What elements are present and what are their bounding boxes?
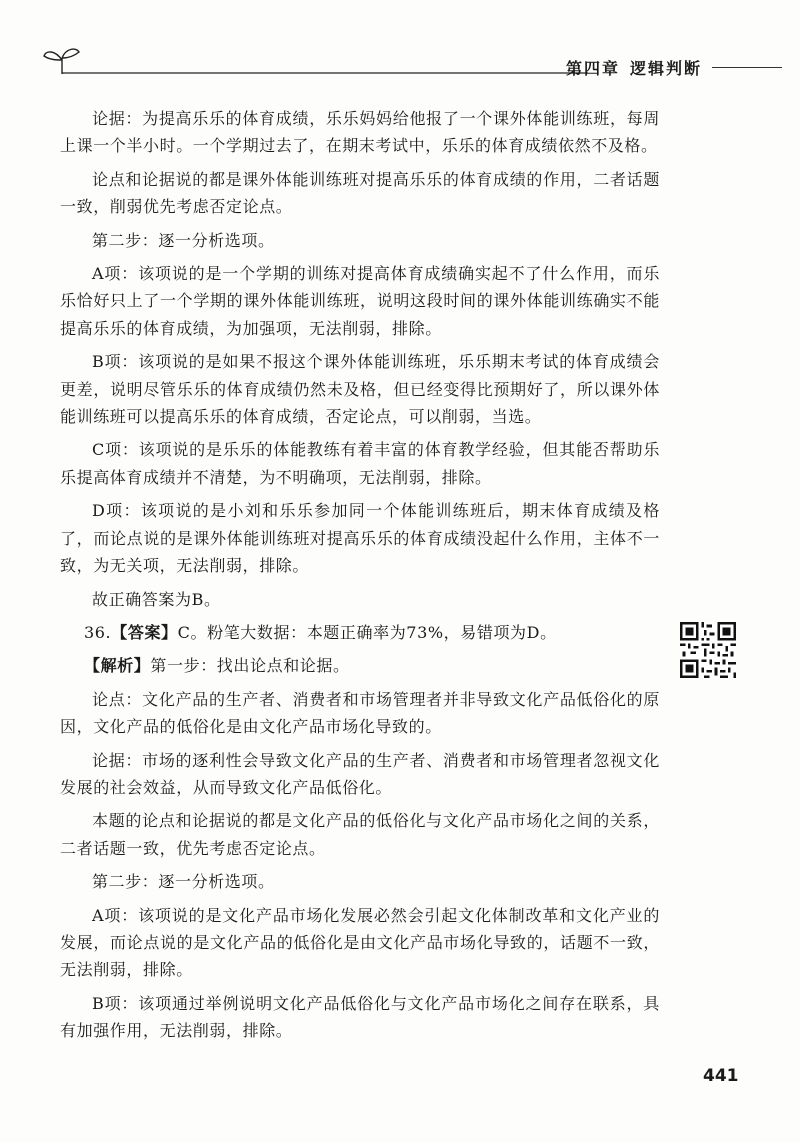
paragraph: 论据：市场的逐利性会导致文化产品的生产者、消费者和市场管理者忽视文化发展的社会效益，从而导致文化产品低俗化。 — [60, 750, 660, 797]
section-label: 逻辑判断 — [629, 59, 702, 78]
page-header — [0, 0, 800, 100]
qr-code-icon — [680, 622, 736, 678]
analysis-tag: 【解析】 — [84, 656, 151, 676]
paragraph: 论点和论据说的都是课外体能训练班对提高乐乐的体育成绩的作用，二者话题一致，削弱优先考虑否定论点。 — [60, 169, 660, 217]
paragraph: 本题的论点和论据说的都是文化产品的低俗化与文化产品市场化之间的关系，二者话题一致，优先考虑否定论点。 — [60, 811, 660, 858]
analysis-text: 第一步：找出论点和论据。 — [150, 656, 350, 676]
chapter-label: 第四章 — [565, 59, 620, 78]
question-number: 36. — [84, 622, 112, 642]
page-body — [60, 105, 660, 1051]
question-36-analysis — [60, 652, 660, 679]
paragraph: D项：该项说的是小刘和乐乐参加同一个体能训练班后，期末体育成绩及格了，而论点说的是课外体能训练班对提高乐乐的体育成绩没起什么作用，主体不一致，为无关项，无法削弱，排除。 — [60, 501, 660, 576]
paragraph: 论据：为提高乐乐的体育成绩，乐乐妈妈给他报了一个课外体能训练班，每周上课一个半小时。一个学期过去了，在期末考试中，乐乐的体育成绩依然不及格。 — [60, 109, 660, 156]
paragraph: B项：该项通过举例说明文化产品低俗化与文化产品市场化之间存在联系，具有加强作用，无法削弱，排除。 — [60, 993, 660, 1041]
page-number: 441 — [703, 1066, 739, 1086]
paragraph: A项：该项说的是文化产品市场化发展必然会引起文化体制改革和文化产业的发展，而论点说的是文化产品的低俗化是由文化产品市场化导致的，话题不一致，无法削弱，排除。 — [60, 905, 660, 980]
answer-tag: 【答案】 — [111, 622, 178, 642]
header-trailing-rule — [712, 67, 782, 68]
paragraph: 论点：文化产品的生产者、消费者和市场管理者并非导致文化产品低俗化的原因，文化产品的低俗化是由文化产品市场化导致的。 — [60, 689, 660, 737]
chapter-title — [566, 56, 782, 79]
answer-text: C。粉笔大数据：本题正确率为73%，易错项为D。 — [177, 622, 557, 642]
paragraph: C项：该项说的是乐乐的体能教练有着丰富的体育教学经验，但其能否帮助乐乐提高体育成绩并不清楚，为不明确项，无法削弱，排除。 — [60, 440, 660, 487]
paragraph: 第二步：逐一分析选项。 — [92, 872, 275, 892]
paragraph: B项：该项说的是如果不报这个课外体能训练班，乐乐期末考试的体育成绩会更差，说明尽管乐乐的体育成绩仍然未及格，但已经变得比预期好了，所以课外体能训练班可以提高乐乐的体育成绩，否定论点，可以削弱，当选。 — [60, 352, 660, 427]
question-36-answer — [60, 619, 660, 646]
paragraph: 第二步：逐一分析选项。 — [92, 230, 275, 250]
paragraph: A项：该项说的是一个学期的训练对提高体育成绩确实起不了什么作用，而乐乐恰好只上了一个学期的课外体能训练班，说明这段时间的课外体能训练确实不能提高乐乐的体育成绩，为加强项，无法削弱，排除。 — [60, 264, 660, 338]
sprout-icon — [44, 49, 79, 74]
header-decoration — [0, 0, 800, 100]
paragraph: 故正确答案为B。 — [92, 589, 221, 609]
